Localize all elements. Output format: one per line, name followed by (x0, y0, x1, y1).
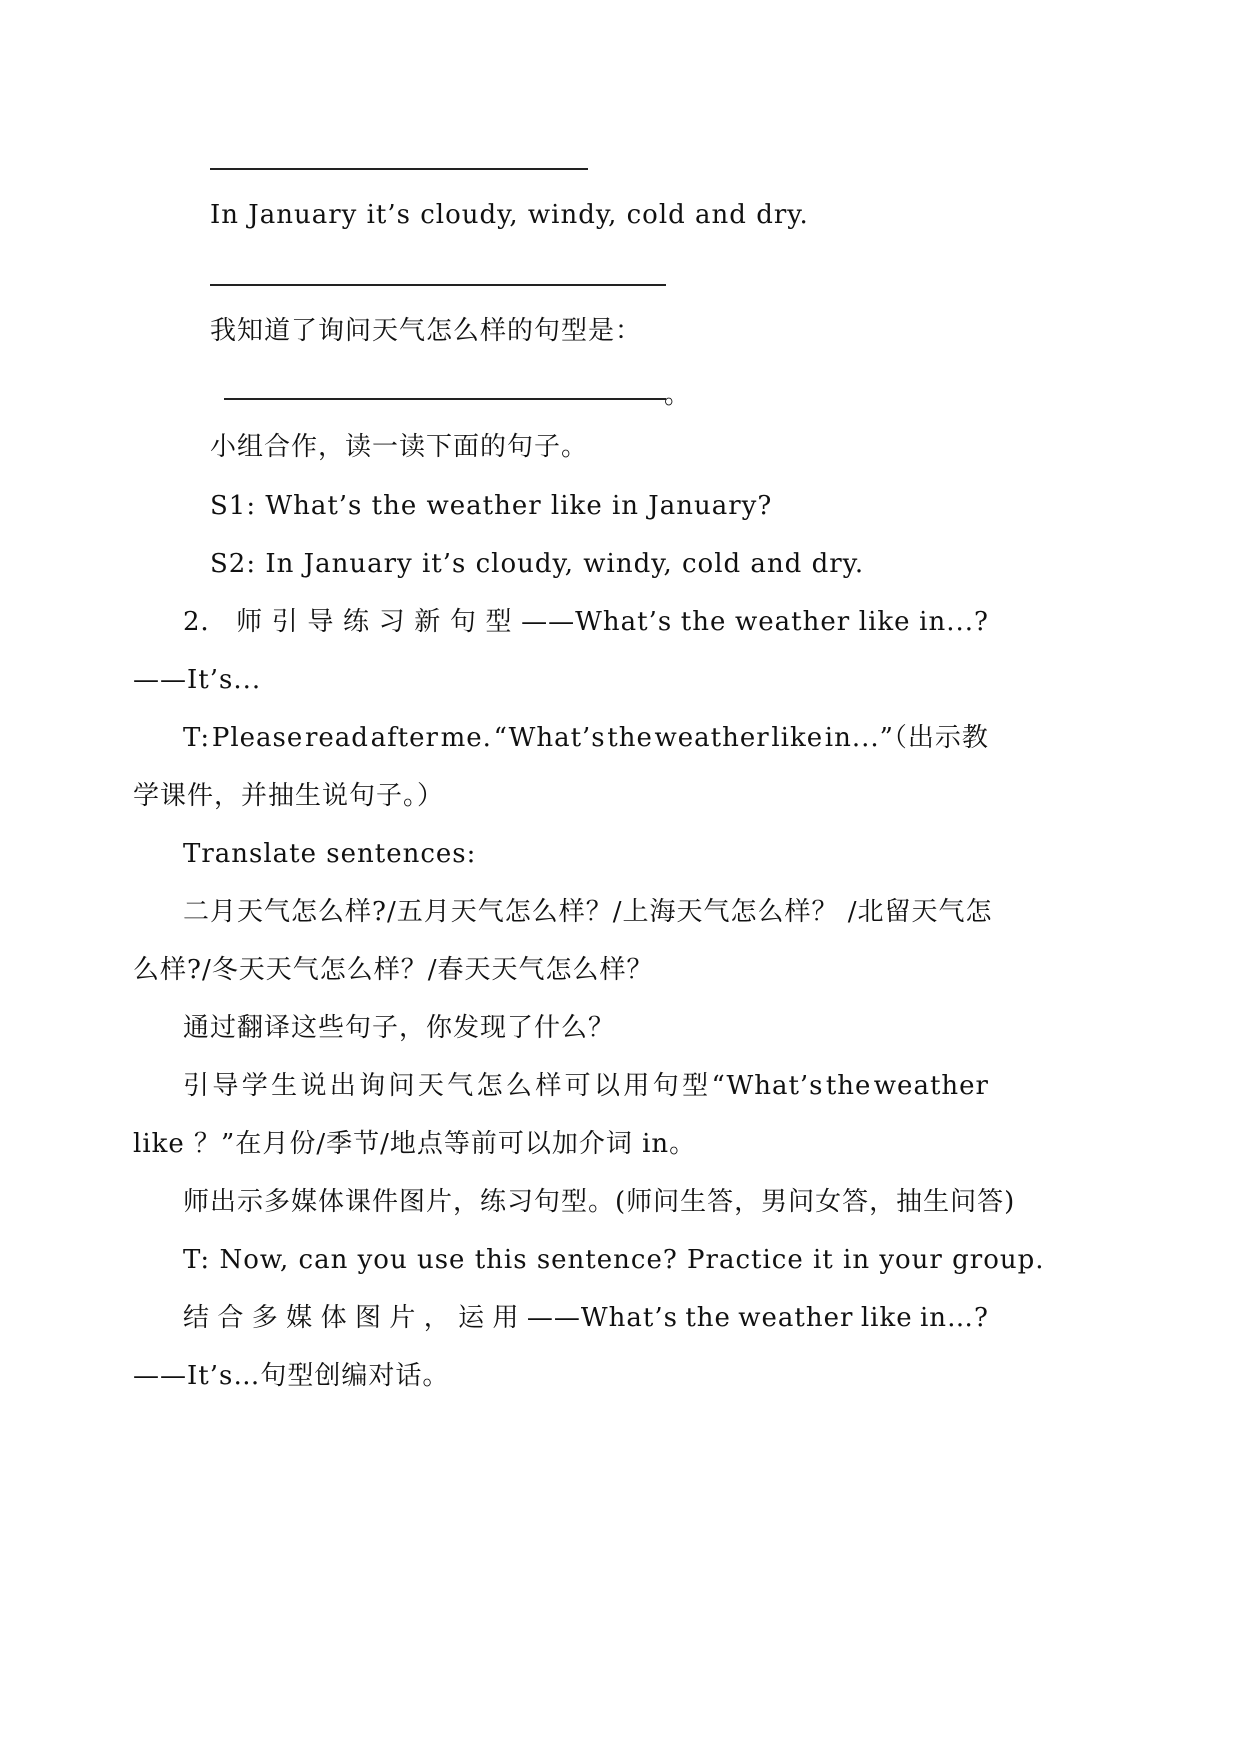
multimedia-practice: 师出示多媒体课件图片，练习句型。(师问生答，男问女答，抽生问答) (183, 1187, 1016, 1217)
translate-items-continued: 么样?/冬天天气怎么样？/春天天气怎么样？ (133, 955, 654, 985)
answer-blank-line-3 (224, 398, 666, 400)
translate-items: 二月天气怎么样?/五月天气怎么样？/上海天气怎么样？ /北留天气怎 (183, 897, 993, 927)
step-2-heading: 2． 师 引 导 练 习 新 句 型 ——What’s the weather like in...? (183, 607, 989, 637)
group-reading-instruction: 小组合作，读一读下面的句子。 (210, 432, 589, 462)
translate-heading: Translate sentences: (183, 839, 477, 869)
teacher-read-after-me: T: Please read after me. “What’s the weather like in...”（出示教 (183, 723, 989, 753)
create-dialogue-instruction: 结 合 多 媒 体 图 片 ， 运 用 ——What’s the weather like in…? (183, 1303, 989, 1333)
discovery-question: 通过翻译这些句子，你发现了什么？ (183, 1013, 616, 1043)
question-pattern-prompt: 我知道了询问天气怎么样的句型是： (210, 316, 643, 346)
dialogue-s2: S2: In January it’s cloudy, windy, cold and dry. (210, 549, 865, 579)
blank-period: 。 (664, 380, 692, 410)
create-dialogue-instruction-continued: ——It’s…句型创编对话。 (133, 1361, 450, 1391)
sentence-january-weather: In January it’s cloudy, windy, cold and dry. (210, 200, 809, 230)
guide-students-sentence-continued: like ？”在月份/季节/地点等前可以加介词 in。 (133, 1129, 697, 1159)
teacher-practice-prompt: T: Now, can you use this sentence? Practice it in your group. (183, 1245, 1045, 1275)
step-2-heading-continued: ——It’s... (133, 665, 262, 695)
guide-students-sentence: 引 导 学 生 说 出 询 问 天 气 怎 么 样 可 以 用 句 型 “What’s the weather (183, 1071, 989, 1101)
dialogue-s1: S1: What’s the weather like in January? (210, 491, 773, 521)
teacher-read-after-me-continued: 学课件，并抽生说句子。） (133, 781, 445, 811)
answer-blank-line-2 (210, 284, 666, 286)
answer-blank-line-1 (210, 168, 588, 170)
